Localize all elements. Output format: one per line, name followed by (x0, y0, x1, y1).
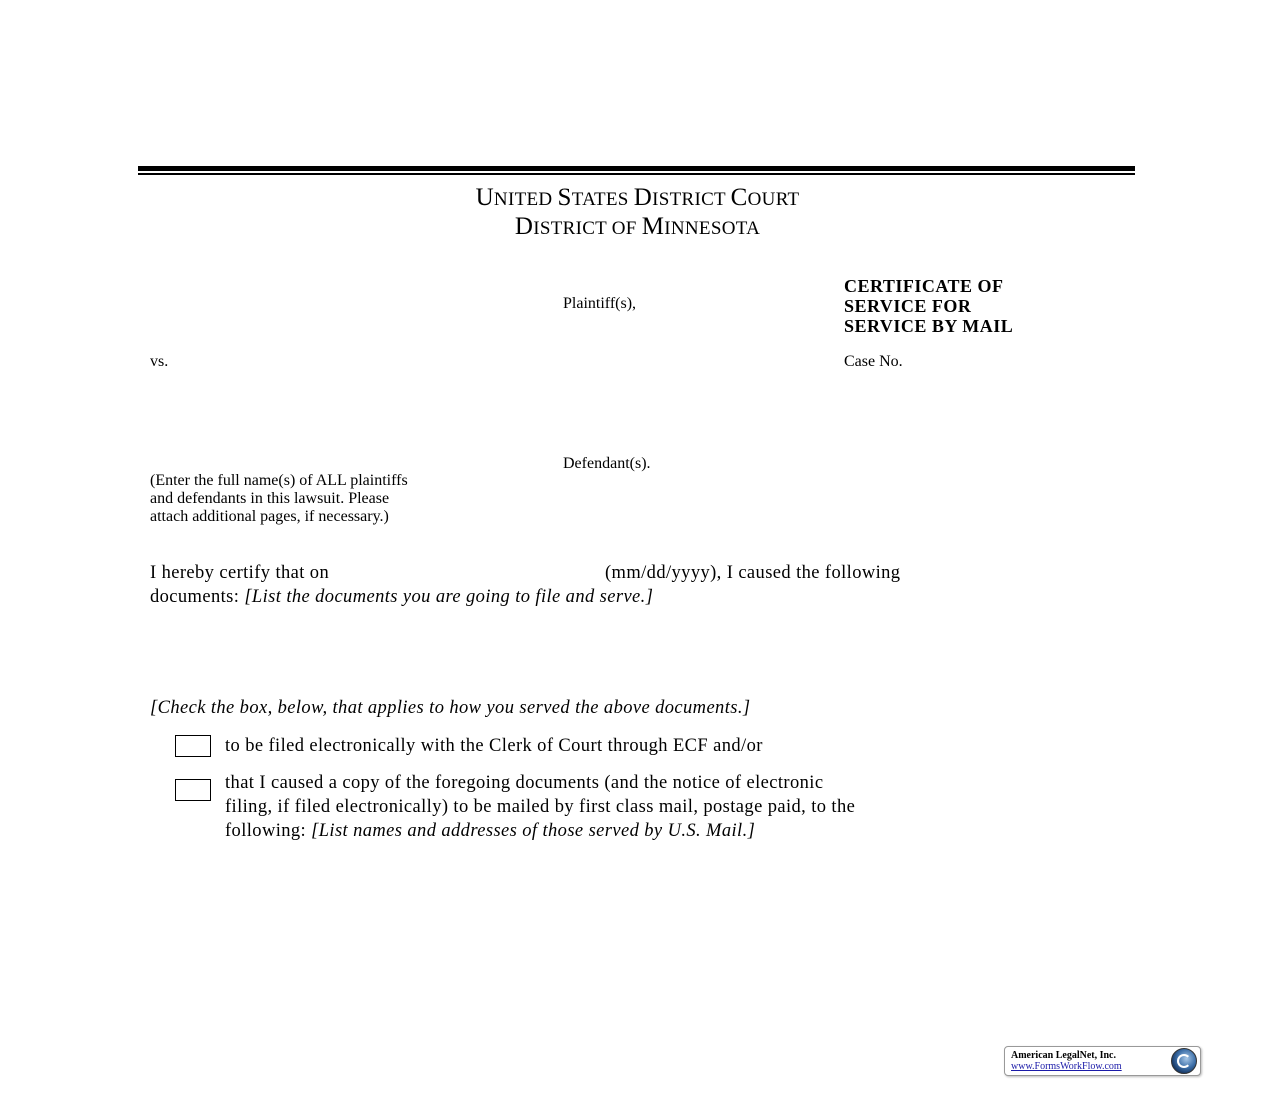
document-title: CERTIFICATE OF SERVICE FOR SERVICE BY MAIL (844, 276, 1014, 336)
electronic-filing-checkbox[interactable] (175, 735, 211, 757)
court-district: DISTRICT OF MINNESOTA (514, 213, 761, 240)
court-name: UNITED STATES DISTRICT COURT (475, 184, 800, 211)
date-format-text: (mm/dd/yyyy), I caused the following (605, 563, 901, 583)
plaintiff-label: Plaintiff(s), (563, 295, 637, 312)
header-rule-thin (138, 173, 1135, 175)
american-legalnet-badge[interactable] (1004, 1046, 1201, 1076)
globe-logo-icon (1171, 1048, 1197, 1074)
certification-statement (150, 561, 1050, 609)
documents-label: documents: (150, 587, 245, 607)
party-names-instructions: (Enter the full name(s) of ALL plaintiffs and defendants in this lawsuit. Please attach additional pages, if necessary.) (150, 472, 408, 525)
defendant-label: Defendant(s). (563, 455, 651, 472)
service-instruction: [Check the box, below, that applies to how you served the above documents.] (150, 698, 751, 718)
documents-instruction: [List the documents you are going to file and serve.] (244, 587, 654, 607)
badge-company: American LegalNet, Inc. (1011, 1050, 1116, 1061)
certify-text: I hereby certify that on (150, 563, 330, 583)
mail-service-checkbox[interactable] (175, 779, 211, 801)
vs-label: vs. (150, 353, 169, 370)
badge-url-link[interactable]: www.FormsWorkFlow.com (1011, 1061, 1122, 1072)
header-rule-thick (138, 166, 1135, 171)
case-number-label: Case No. (844, 353, 903, 370)
electronic-filing-option: to be filed electronically with the Clerk of Court through ECF and/or (225, 736, 763, 756)
mail-service-option: that I caused a copy of the foregoing documents (and the notice of electronic filing, if filed electronically) to be mailed by first class mail, postage paid, to the following: [List names and addresses of those served by U.S. Mail.] (225, 773, 856, 841)
